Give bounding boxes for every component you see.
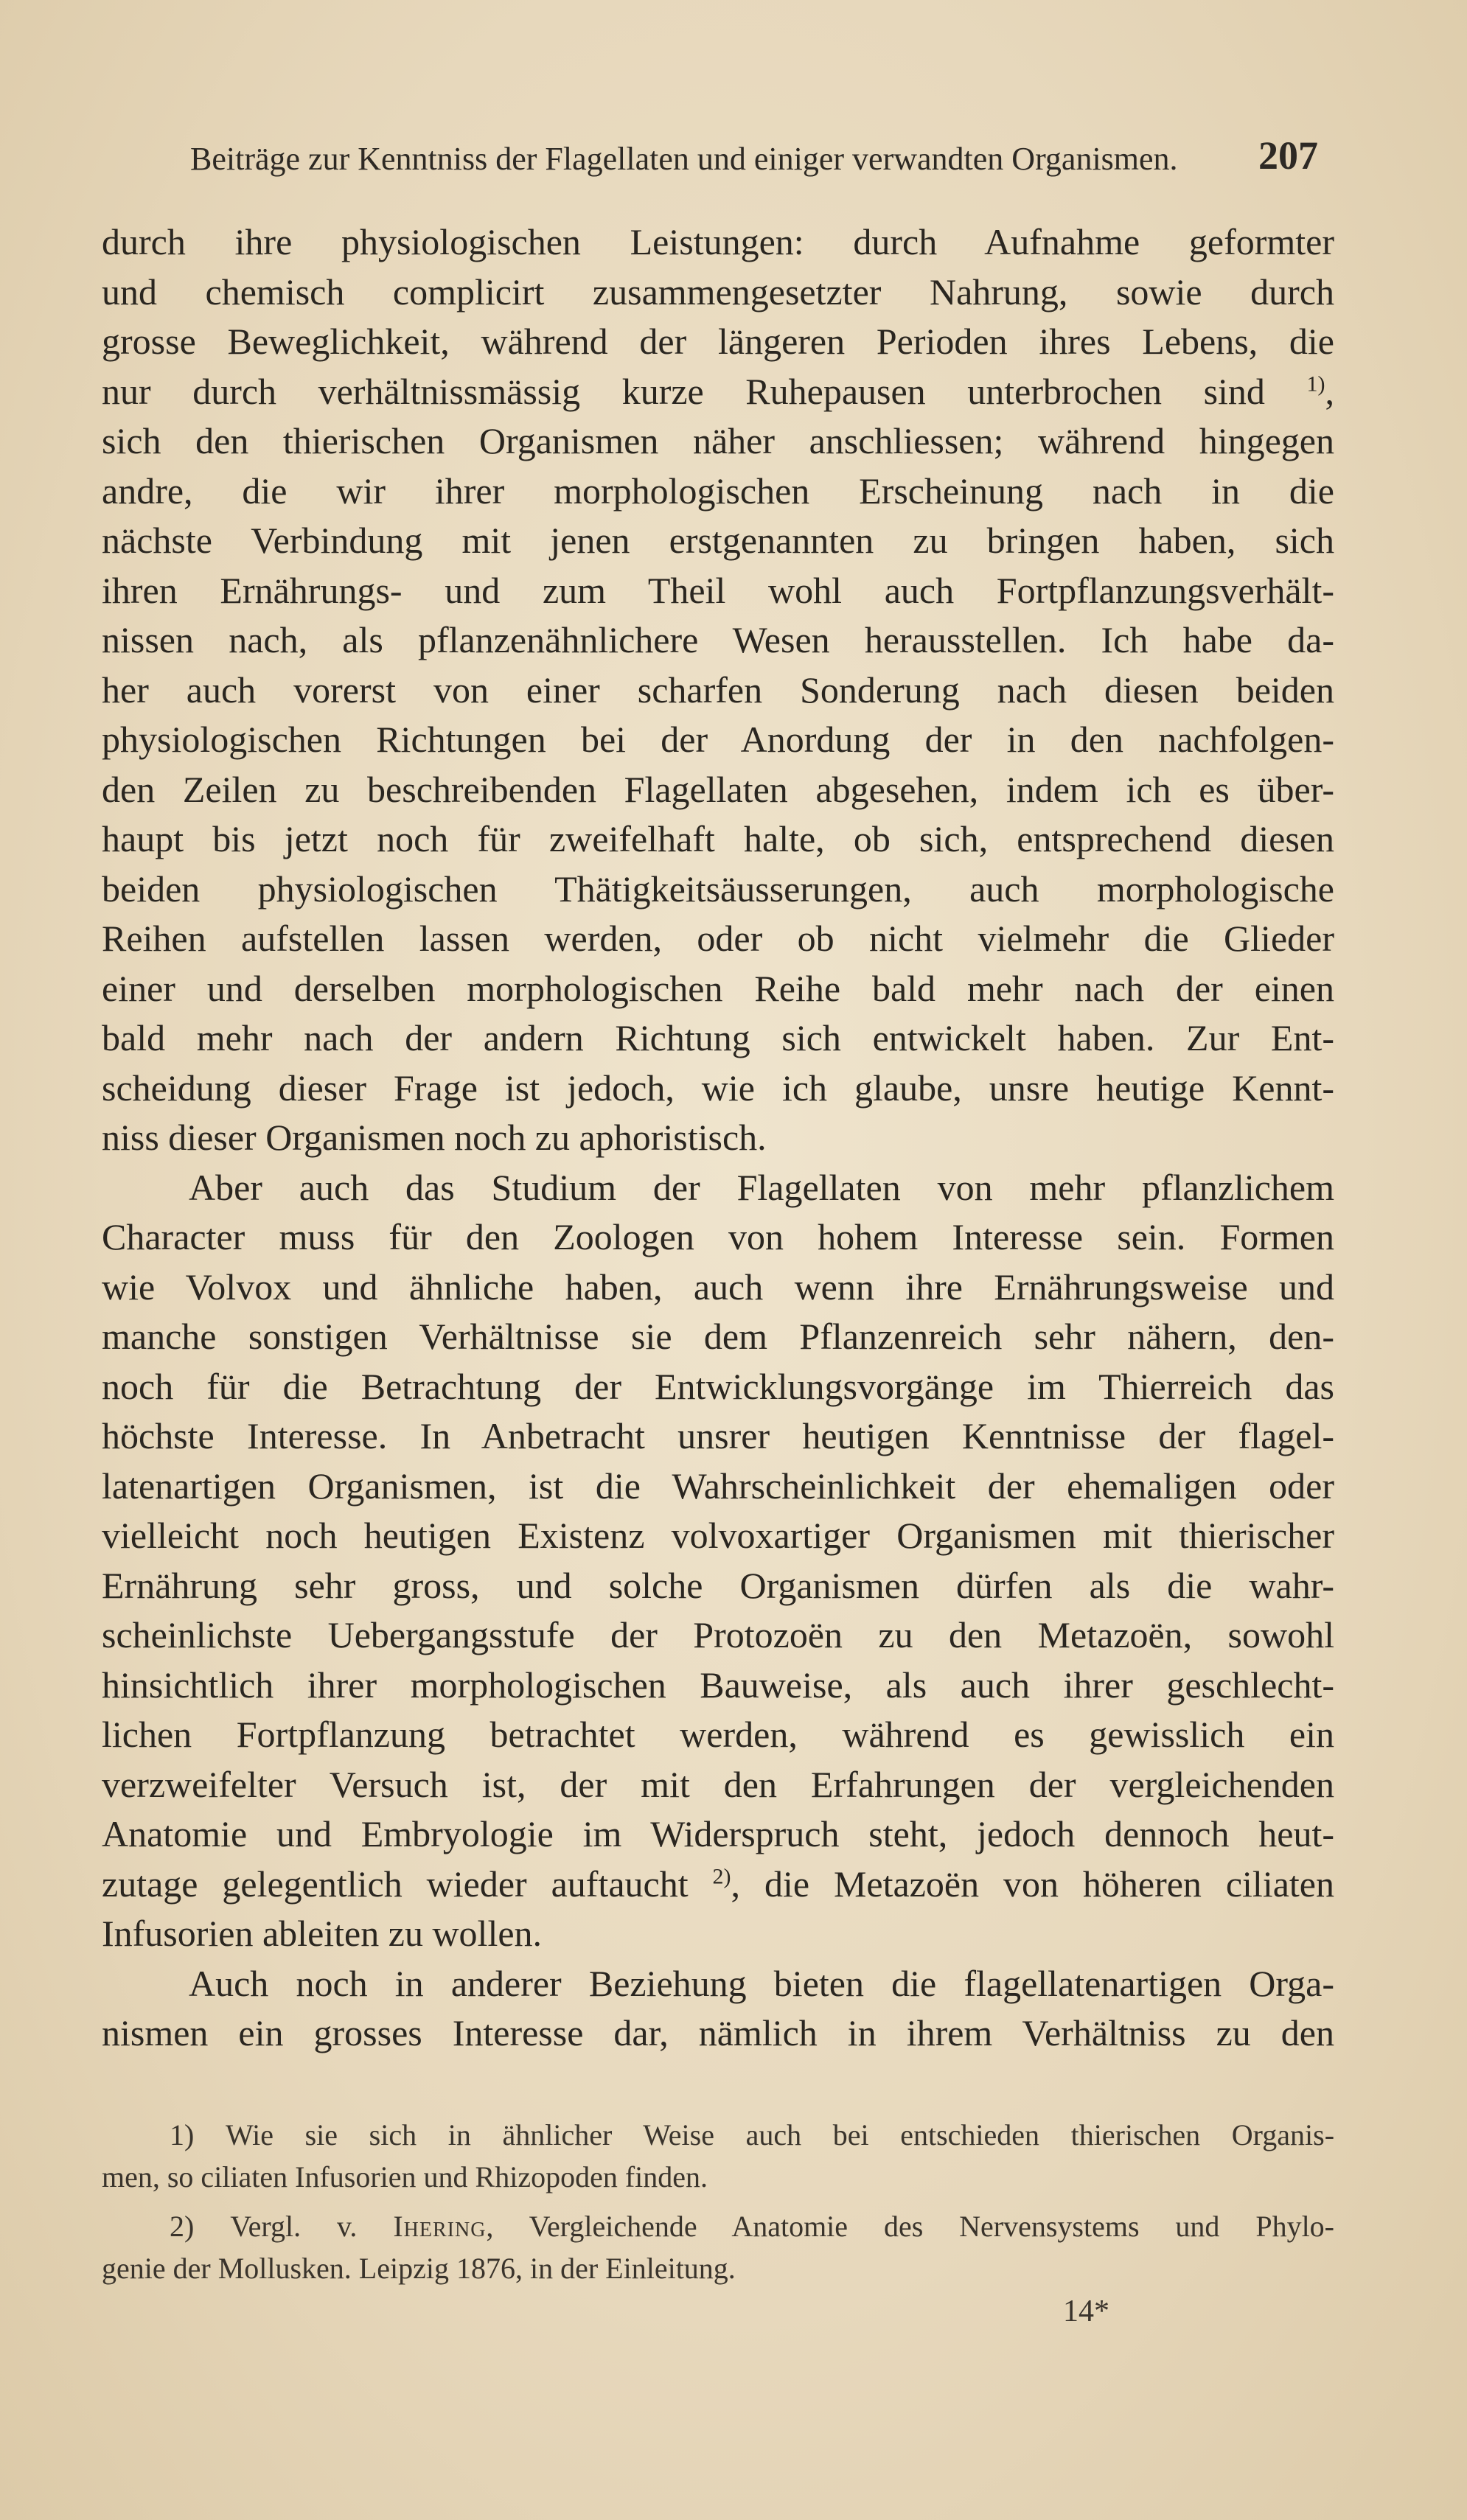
- text-line: noch für die Betrachtung der Entwicklungsvorgänge im Thierreich das: [102, 1365, 1334, 1407]
- text-line: ihren Ernährungs- und zum Theil wohl auch Fortpflanzungsverhält-: [102, 569, 1334, 611]
- body-text: [102, 217, 1334, 2059]
- text-line: physiologischen Richtungen bei der Anordung der in den nachfolgen-: [102, 719, 1334, 760]
- text-line: höchste Interesse. In Anbetracht unsrer heutigen Kenntnisse der flagel-: [102, 1415, 1334, 1456]
- text-line: lichen Fortpflanzung betrachtet werden, während es gewisslich ein: [102, 1714, 1334, 1755]
- text-line: nächste Verbindung mit jenen erstgenannten zu bringen haben, sich: [102, 520, 1334, 561]
- text-line: einer und derselben morphologischen Reihe bald mehr nach der einen: [102, 967, 1334, 1009]
- text-line: Ernährung sehr gross, und solche Organismen dürfen als die wahr-: [102, 1564, 1334, 1606]
- text-line: Auch noch in anderer Beziehung bieten die flagellatenartigen Orga-: [189, 1962, 1334, 2004]
- text-line: hinsichtlich ihrer morphologischen Bauweise, als auch ihrer geschlecht-: [102, 1664, 1334, 1706]
- signature-mark: 14*: [1063, 2294, 1109, 2328]
- text-line: scheinlichste Uebergangsstufe der Protozoën zu den Metazoën, sowohl: [102, 1614, 1334, 1655]
- text-line: beiden physiologischen Thätigkeitsäusserungen, auch morphologische: [102, 868, 1334, 910]
- text-line-with-footnote-ref: [102, 1860, 1334, 1910]
- footnote-2: [102, 2205, 1334, 2247]
- footnote-ref-2: 2): [712, 1863, 731, 1888]
- text-line: verzweifelter Versuch ist, der mit den Erfahrungen der vergleichenden: [102, 1763, 1334, 1805]
- footnote-1-continuation: men, so ciliaten Infusorien und Rhizopoden finden.: [102, 2160, 708, 2193]
- footnote-ref-1: 1): [1306, 371, 1325, 396]
- footnotes: [102, 2114, 1334, 2289]
- text-fragment: ,: [1325, 370, 1334, 412]
- text-line: andre, die wir ihrer morphologischen Erscheinung nach in die: [102, 470, 1334, 512]
- text-line: nismen ein grosses Interesse dar, nämlich in ihrem Verhältniss zu den: [102, 2012, 1334, 2053]
- text-line: niss dieser Organismen noch zu aphoristisch.: [102, 1117, 767, 1158]
- text-fragment: , die Metazoën von höheren ciliaten: [731, 1863, 1334, 1905]
- footnote-text: Vergl. v.: [230, 2210, 358, 2243]
- text-line: grosse Beweglichkeit, während der längeren Perioden ihres Lebens, die: [102, 321, 1334, 362]
- footnote-1: [102, 2114, 1334, 2156]
- text-fragment: zutage gelegentlich wieder auftaucht: [102, 1863, 689, 1905]
- footnote-marker: 2): [170, 2210, 195, 2243]
- text-line: Reihen aufstellen lassen werden, oder ob nicht vielmehr die Glieder: [102, 918, 1334, 959]
- text-line: Character muss für den Zoologen von hohem Interesse sein. Formen: [102, 1216, 1334, 1257]
- text-line: manche sonstigen Verhältnisse sie dem Pflanzenreich sehr nähern, den-: [102, 1316, 1334, 1357]
- footnote-2-continuation: genie der Mollusken. Leipzig 1876, in der Einleitung.: [102, 2252, 736, 2285]
- text-line: nissen nach, als pflanzenähnlichere Wesen herausstellen. Ich habe da-: [102, 619, 1334, 660]
- text-line: Anatomie und Embryologie im Widerspruch steht, jedoch dennoch heut-: [102, 1813, 1334, 1854]
- text-line: bald mehr nach der andern Richtung sich entwickelt haben. Zur Ent-: [102, 1017, 1334, 1058]
- running-head: [190, 133, 1318, 184]
- text-line: Infusorien ableiten zu wollen.: [102, 1913, 543, 1954]
- text-line: Aber auch das Studium der Flagellaten von mehr pflanzlichem: [189, 1166, 1334, 1208]
- author-name: Ihering: [393, 2210, 487, 2243]
- footnote-marker: 1): [170, 2118, 195, 2151]
- text-line: latenartigen Organismen, ist die Wahrscheinlichkeit der ehemaligen oder: [102, 1465, 1334, 1507]
- page-number: 207: [1258, 133, 1318, 178]
- text-line: vielleicht noch heutigen Existenz volvoxartiger Organismen mit thierischer: [102, 1515, 1334, 1556]
- text-line: scheidung dieser Frage ist jedoch, wie ich glaube, unsre heutige Kennt-: [102, 1067, 1334, 1109]
- text-line: haupt bis jetzt noch für zweifelhaft halte, ob sich, entsprechend diesen: [102, 818, 1334, 859]
- footnote-text: Wie sie sich in ähnlicher Weise auch bei entschieden thierischen Organis-: [225, 2118, 1335, 2151]
- running-title: Beiträge zur Kenntniss der Flagellaten und einiger verwandten Organismen.: [190, 141, 1178, 177]
- text-line: den Zeilen zu beschreibenden Flagellaten abgesehen, indem ich es über-: [102, 768, 1334, 810]
- footnote-text: , Vergleichende Anatomie des Nervensystems und Phylo-: [486, 2210, 1335, 2243]
- text-line: her auch vorerst von einer scharfen Sonderung nach diesen beiden: [102, 669, 1334, 711]
- text-line: sich den thierischen Organismen näher anschliessen; während hingegen: [102, 420, 1334, 461]
- text-line-with-footnote-ref: [102, 367, 1334, 417]
- text-line: wie Volvox und ähnliche haben, auch wenn ihre Ernährungsweise und: [102, 1266, 1334, 1308]
- text-line: durch ihre physiologischen Leistungen: durch Aufnahme geformter: [102, 221, 1334, 262]
- text-line: und chemisch complicirt zusammengesetzter Nahrung, sowie durch: [102, 271, 1334, 313]
- text-fragment: nur durch verhältnissmässig kurze Ruhepausen unterbrochen sind: [102, 370, 1265, 412]
